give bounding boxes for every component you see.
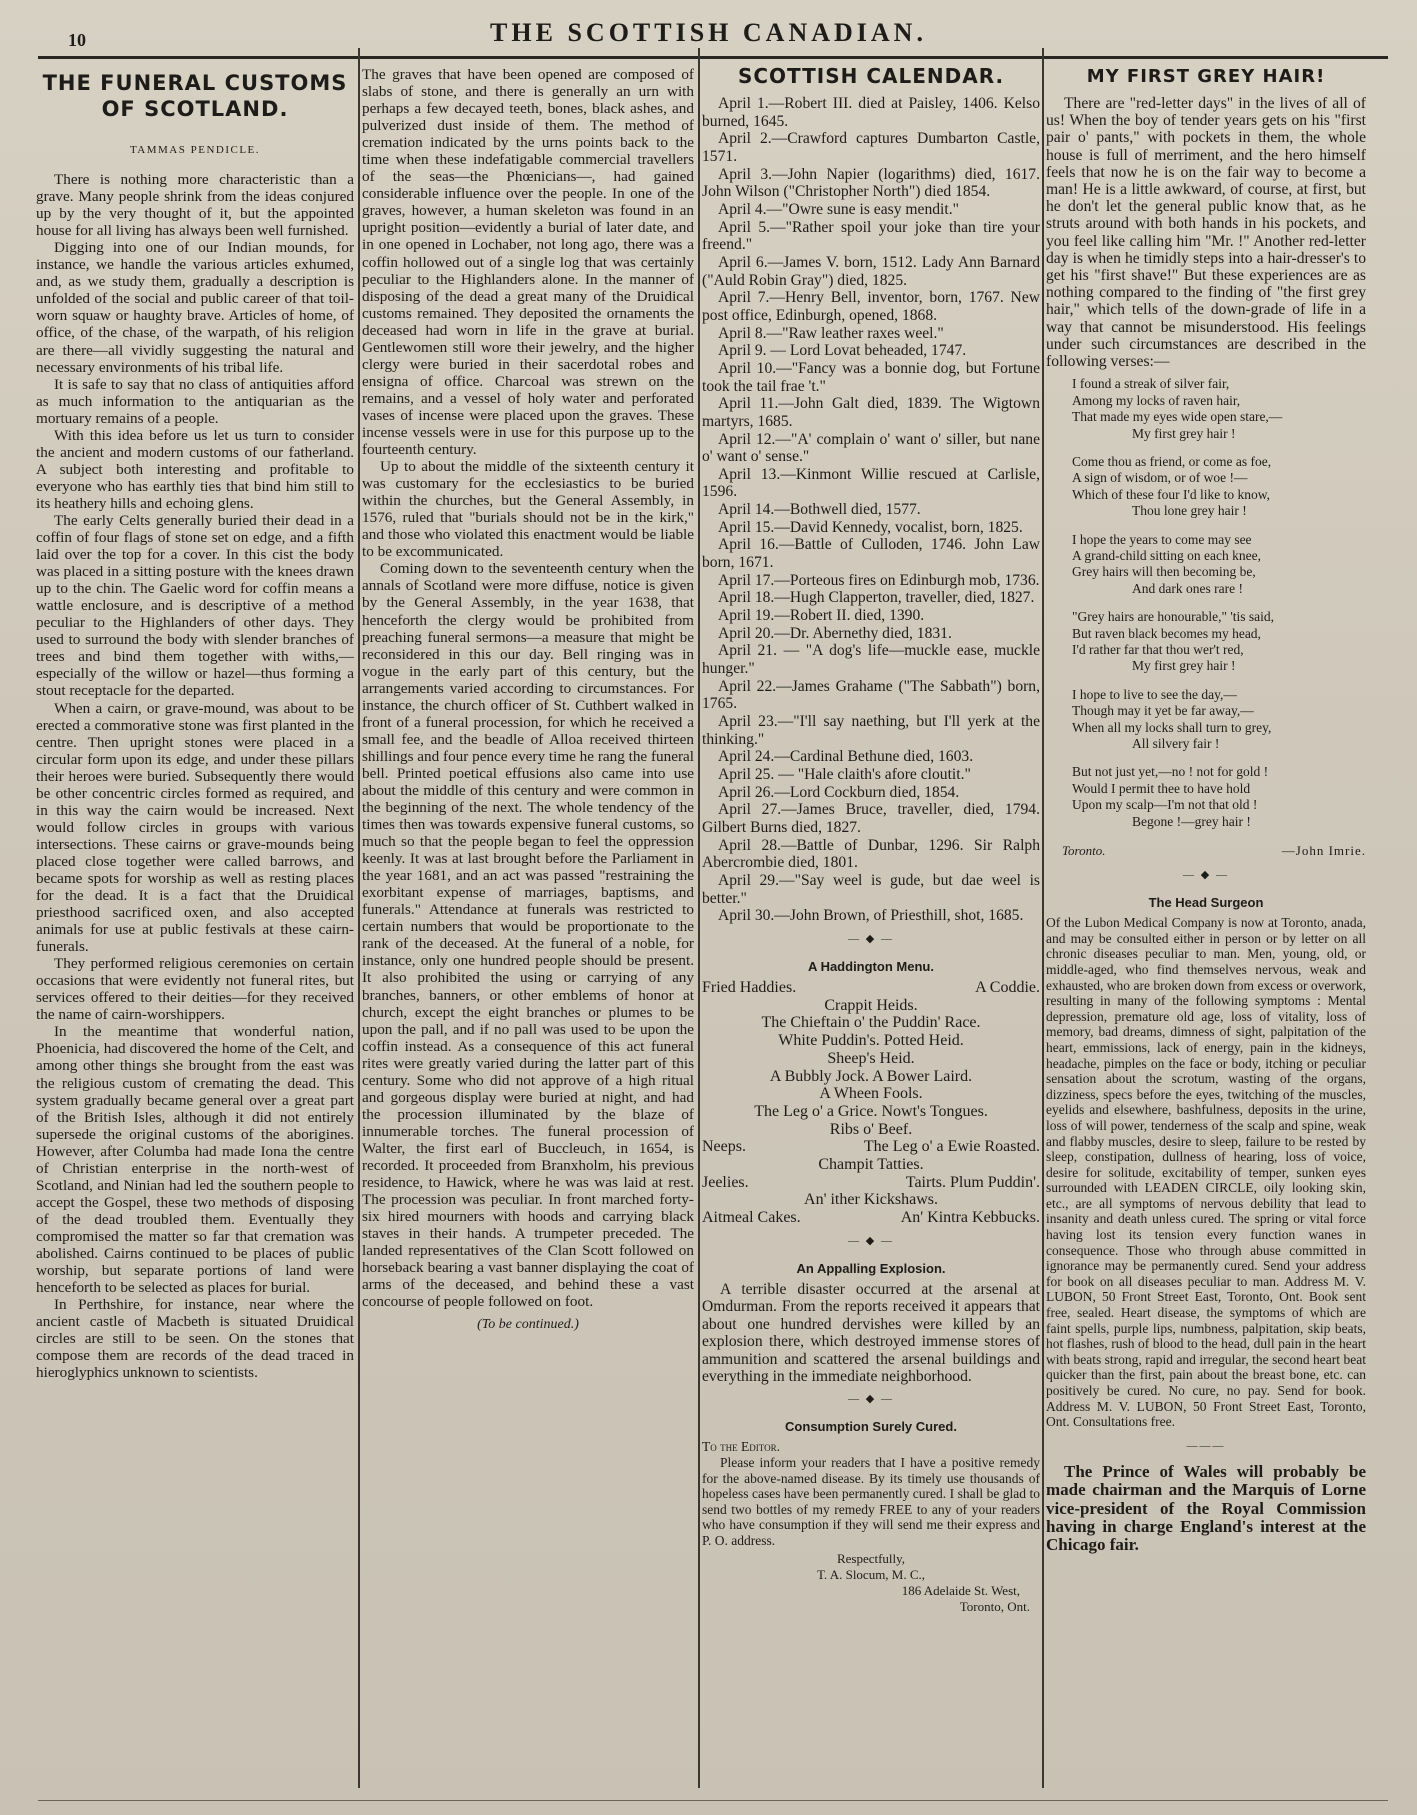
consumption-text: Please inform your readers that I have a positive remedy for the above-named disease. By its timely use thousands of hopeless cases have been permanently cured. I shall be glad to send two bottles of my remedy FREE to any of your readers who have consumption if they will send me their express and P. O. address. bbox=[702, 1455, 1040, 1549]
calendar-entry: April 28.—Battle of Dunbar, 1296. Sir Ralph Abercrombie died, 1801. bbox=[702, 836, 1040, 872]
to-be-continued: (To be continued.) bbox=[477, 1317, 579, 1333]
poem-line: Begone !—grey hair ! bbox=[1132, 813, 1251, 829]
poem-line: "Grey hairs are honourable," 'tis said, bbox=[1072, 609, 1275, 625]
menu-item-left: Fried Haddies. bbox=[702, 978, 797, 996]
menu-line bbox=[702, 979, 1040, 997]
calendar-entry: April 23.—"I'll say naething, but I'll yerk at the thinking." bbox=[702, 713, 1040, 748]
calendar-entry: April 11.—John Galt died, 1839. The Wigtown martyrs, 1685. bbox=[702, 395, 1040, 430]
poem-line: But raven black becomes my head, bbox=[1072, 625, 1261, 641]
menu-line bbox=[702, 1209, 1040, 1227]
article-paragraph: There is nothing more characteristic than a grave. Many people shrink from the ideas conjured up by the very thought of it, but the appointed house for all living has always been well furnished. bbox=[36, 171, 354, 240]
calendar-list bbox=[702, 95, 1040, 925]
calendar-entry: April 2.—Crawford captures Dumbarton Castle, 1571. bbox=[702, 130, 1040, 166]
section-divider: — ◆ — bbox=[848, 1234, 894, 1247]
column-1 bbox=[36, 66, 354, 1786]
poem-stanza bbox=[1072, 376, 1366, 442]
poem-line: I hope to live to see the day,— bbox=[1072, 686, 1237, 702]
section-divider: ——— bbox=[1186, 1439, 1226, 1452]
consumption-salutation: To the Editor. bbox=[702, 1439, 780, 1455]
explosion-text: A terrible disaster occurred at the arsenal at Omdurman. From the reports received it appears that about one hundred dervishes were killed by an explosion there, which destroyed immense stores of ammunition and scattered the arsenal buildings and everything in the immediate neighborhood. bbox=[702, 1280, 1040, 1385]
menu-item-left: Jeelies. bbox=[702, 1173, 749, 1191]
section-divider: — ◆ — bbox=[848, 1393, 894, 1406]
menu-line: Crappit Heids. bbox=[824, 996, 918, 1014]
column-4 bbox=[1046, 66, 1366, 1786]
article-byline: TAMMAS PENDICLE. bbox=[129, 144, 261, 156]
menu-line: White Puddin's. Potted Heid. bbox=[778, 1032, 964, 1050]
header-rule bbox=[38, 56, 1388, 59]
consumption-signature-block bbox=[702, 1551, 1040, 1615]
calendar-entry: April 15.—David Kennedy, vocalist, born, 1825. bbox=[718, 518, 1023, 536]
calendar-entry: April 18.—Hugh Clapperton, traveller, died, 1827. bbox=[718, 589, 1035, 607]
article-paragraph: Coming down to the seventeenth century when the annals of Scotland were more diffuse, notice is given by the General Assembly, in the year 1638, that henceforth the clergy would be prohibited from preaching funeral sermons—a measure that might be reconsidered in this our day. Bell ringing was in vogue in the early part of this century, but the arrangements varied according to circumstances. For instance, the church officer of St. Cuthbert walked in front of a funeral procession, for which he received a small fee, and the beadle of Alloa received thirteen shillings and four pence every time he rang the funeral bell. Printed poetical effusions also came into use about the middle of this century and were common in the beginning of the next. The whole tendency of the times then was towards expensive funeral customs, so much so that the people began to feel the oppression keenly. It was at last brought before the Parliament in the year 1681, and an act was passed "restraining the exorbitant expense of marriages, baptisms, and funerals." Attendance at funerals was restricted to certain numbers that would be proportionate to the rank of the deceased. At the funeral of a noble, for instance, only one hundred people should be present. It also prohibited the using or carrying of any branches, banners, or other emblems of honor at church, except the eight branches or plumes to be upon the pall, and if no pall was used to be upon the coffin instead. As a consequence of this act funeral rites were greatly varied during the latter part of this century. Some who did not approve of a high ritual and gorgeous display were buried at night, and had the procession illuminated by the blaze of innumerable torches. The funeral procession of Walter, the first earl of Buccleuch, in 1654, is recorded. It proceeded from Branxholm, his previous residence, to Hawick, where he was was laid at rest. The procession was peculiar. In front marched forty-six hired mourners with hoods and carrying black staves in their hands. A trumpeter preceded. The landed representatives of the Clan Scott followed on horseback bearing a vast banner displaying the coat of arms of the deceased, and behind these a vast concourse of people followed on foot. bbox=[362, 560, 694, 1311]
poem-line: Would I permit thee to have hold bbox=[1072, 780, 1251, 796]
poem-line: A grand-child sitting on each knee, bbox=[1072, 547, 1261, 563]
consumption-address: 186 Adelaide St. West, bbox=[901, 1582, 1020, 1598]
surgeon-title: The Head Surgeon bbox=[1148, 895, 1264, 911]
menu-line bbox=[702, 1138, 1040, 1156]
calendar-entry: April 30.—John Brown, of Priesthill, shot, 1685. bbox=[718, 907, 1024, 925]
article-paragraph: When a cairn, or grave-mound, was about to be erected a commorative stone was first planted in the centre. Then upright stones were placed in a circular form upon its edge, and under these pillars their heroes were buried. Subsequently there would be other concentric circles formed as required, and in this way the cairn would be increased. Next would follow circles in groups with various intersections. These cairns or grave-mounds being placed close together were called barrows, and became spots for worship as well as resting places for the dead. It is a fact that the Druidical priesthood sacrificed oxen, and also accepted animals for use at public festivals at these cairn-funerals. bbox=[36, 699, 354, 956]
calendar-entry: April 26.—Lord Cockburn died, 1854. bbox=[718, 783, 960, 801]
consumption-closing: Respectfully, bbox=[836, 1550, 906, 1566]
column-divider bbox=[358, 48, 360, 1788]
calendar-entry: April 17.—Porteous fires on Edinburgh mob, 1736. bbox=[718, 571, 1040, 589]
poem-place: Toronto. bbox=[1062, 843, 1106, 859]
page-number: 10 bbox=[68, 30, 86, 50]
consumption-city: Toronto, Ont. bbox=[959, 1598, 1030, 1614]
menu-item-right: An' Kintra Kebbucks. bbox=[900, 1209, 1040, 1227]
menu-line: Champit Tatties. bbox=[818, 1156, 924, 1174]
poem-line: Among my locks of raven hair, bbox=[1072, 392, 1241, 408]
bottom-rule bbox=[38, 1800, 1388, 1801]
article-paragraph: Digging into one of our Indian mounds, for instance, we handle the various articles exhumed, and, as we study them, gradually a description is unfolded of the social and public career of that toil-worn squaw or haughty brave. Articles of home, of office, of the chase, of the warpath, of his religion are there—all vividly suggesting the natural and necessary environments of his tribal life. bbox=[36, 239, 354, 376]
article-paragraph: The early Celts generally buried their dead in a coffin of four flags of stone set on edge, and a fifth laid over the top for a cover. In this cist the body was placed in a sitting posture with the knees drawn up to the chin. The Gaelic word for coffin means a wattle enclosure, and is descriptive of a method peculiar to the Highlanders of other days. They used to surround the body with slender branches of trees and bind them together with withs,—especially of the willow or hazel—thus forming a stout receptacle for the departed. bbox=[36, 511, 354, 700]
calendar-entry: April 13.—Kinmont Willie rescued at Carlisle, 1596. bbox=[702, 465, 1040, 501]
poem bbox=[1046, 376, 1366, 830]
poem-stanza bbox=[1072, 764, 1366, 830]
poem-line: My first grey hair ! bbox=[1132, 425, 1236, 441]
calendar-entry: April 12.—"A' complain o' want o' siller, but nane o' want o' sense." bbox=[702, 430, 1040, 466]
calendar-entry: April 27.—James Bruce, traveller, died, 1794. Gilbert Burns died, 1827. bbox=[702, 801, 1040, 836]
consumption-signature: T. A. Slocum, M. C., bbox=[816, 1566, 926, 1582]
masthead: THE SCOTTISH CANADIAN. bbox=[490, 18, 927, 47]
article-title: THE FUNERAL CUSTOMS OF SCOTLAND. bbox=[42, 71, 348, 121]
poem-line: All silvery fair ! bbox=[1132, 736, 1220, 752]
article-paragraph: Up to about the middle of the sixteenth century it was customary for the ecclesiastics to be buried within the churches, but the General Assembly, in 1576, ruled that "burials should not be in the kirk," and those who violated this enactment would be liable to be excommunicated. bbox=[362, 458, 694, 561]
menu-title: A Haddington Menu. bbox=[808, 958, 934, 974]
menu-line: Ribs o' Beef. bbox=[829, 1120, 913, 1138]
poem-stanza bbox=[1072, 454, 1366, 520]
section-divider: — ◆ — bbox=[1183, 869, 1229, 882]
menu-item-right: The Leg o' a Ewie Roasted. bbox=[863, 1138, 1040, 1156]
poem-line: Grey hairs will then becoming be, bbox=[1072, 564, 1256, 580]
poem-line: Thou lone grey hair ! bbox=[1132, 503, 1247, 519]
page-header bbox=[0, 18, 1417, 58]
article-paragraph: In Perthshire, for instance, near where the ancient castle of Macbeth is situated Druidical circles are still to be seen. On the stones that compose them are records of the dead traced in hieroglyphics unknown to scientists. bbox=[36, 1296, 354, 1382]
calendar-entry: April 6.—James V. born, 1512. Lady Ann Barnard ("Auld Robin Gray") died, 1825. bbox=[702, 253, 1040, 289]
article-paragraph: With this idea before us let us turn to consider the ancient and modern customs of our fatherland. A subject both interesting and profitable to everyone who has earthly ties that bind him still to its heathery hills and echoing glens. bbox=[36, 426, 354, 512]
column-2 bbox=[362, 66, 694, 1786]
calendar-entry: April 29.—"Say weel is gude, but dae weel is better." bbox=[702, 871, 1040, 907]
calendar-entry: April 1.—Robert III. died at Paisley, 1406. Kelso burned, 1645. bbox=[702, 95, 1040, 130]
grey-hair-title: MY FIRST GREY HAIR! bbox=[1086, 66, 1326, 87]
calendar-entry: April 4.—"Owre sune is easy mendit." bbox=[718, 200, 959, 218]
grey-hair-intro: There are "red-letter days" in the lives of all of us! When the boy of tender years gets on his "first pair o' pants," with pockets in them, the whole house is full of merriment, and the hero himself feels that now he is on the fair way to become a man! He is a little awkward, of course, at first, but he don't let the general public know that, as he struts around with both hands in his pockets, and you feel like calling him "Mr. !" Another red-letter day is when he timidly steps into a hair-dresser's to get his "first shave!" But these experiences are as nothing compared to the finding of "the first grey hair," which tells of the down-grade of life in a way that cannot be misunderstood. His feelings under such circumstances are described in the following verses:— bbox=[1046, 95, 1366, 371]
poem-line: I found a streak of silver fair, bbox=[1072, 376, 1230, 392]
prince-note: The Prince of Wales will probably be made chairman and the Marquis of Lorne vice-president of the Royal Commission having in charge England's interest at the Chicago fair. bbox=[1046, 1461, 1366, 1555]
poem-line: That made my eyes wide open stare,— bbox=[1072, 409, 1283, 425]
menu-line: An' ither Kickshaws. bbox=[804, 1191, 938, 1209]
article-paragraph: It is safe to say that no class of antiquities afford as much information to the antiquarian as the mortuary remains of a people. bbox=[36, 375, 354, 427]
poem-signature bbox=[1062, 842, 1366, 859]
menu-line: A Wheen Fools. bbox=[819, 1085, 923, 1103]
poem-line: Though may it yet be far away,— bbox=[1072, 703, 1254, 719]
menu-line: The Leg o' a Grice. Nowt's Tongues. bbox=[754, 1102, 988, 1120]
section-divider: — ◆ — bbox=[848, 932, 894, 945]
calendar-entry: April 10.—"Fancy was a bonnie dog, but Fortune took the tail frae 't." bbox=[702, 359, 1040, 395]
calendar-entry: April 14.—Bothwell died, 1577. bbox=[718, 501, 921, 519]
calendar-entry: April 22.—James Grahame ("The Sabbath") born, 1765. bbox=[702, 677, 1040, 713]
calendar-entry: April 25. — "Hale claith's afore cloutit." bbox=[718, 765, 971, 783]
poem-line: My first grey hair ! bbox=[1132, 658, 1236, 674]
surgeon-text: Of the Lubon Medical Company is now at Toronto, anada, and may be consulted either in person or by letter on all chronic diseases peculiar to man. Men, young, old, or middle-aged, who find themselves nervous, weak and exhausted, who are broken down from excess or overwork, resulting in many of the following symptoms : Mental depression, premature old age, loss of vitality, loss of memory, bad dreams, dimness of sight, palpitation of the heart, emmissions, lack of energy, pain in the kidneys, headache, pimples on the face or body, itching or peculiar sensation about the scrotum, wasting of the organs, dizziness, specs before the eyes, twitching of the muscles, eyelids and elsewhere, bashfulness, deposits in the urine, loss of will power, tenderness of the scalp and spine, weak and flabby muscles, desire to sleep, failure to be rested by sleep, constipation, dullness of hearing, loss of voice, desire for solitude, excitability of temper, sunken eyes surrounded with LEADEN CIRCLE, oily looking skin, etc., are all symptoms of nervous debility that lead to insanity and death unless cured. The spring or vital force having lost its tension every function wanes in consequence. Those who through abuse committed in ignorance may be permanently cured. Send your address for book on all diseases peculiar to man. Address M. V. LUBON, 50 Front Street East, Toronto, Ont. Book sent free, sealed. Heart disease, the symptoms of which are faint spells, purple lips, numbness, palpitation, skip beats, hot flashes, rush of blood to the head, dull pain in the heart with beats strong, rapid and irregular, the second heart beat quicker than the first, pain about the breast bone, etc. can positively be cured. No cure, no pay. Send for book. Address M. V. LUBON, 50 Front Street East, Toronto, Ont. Consultations free. bbox=[1046, 915, 1366, 1430]
poem-line: Come thou as friend, or come as foe, bbox=[1072, 453, 1272, 469]
article-paragraph: The graves that have been opened are composed of slabs of stone, and there is generally an urn with perhaps a few decayed teeth, bones, black ashes, and pulverized dust inside of them. The method of cremation indicated by the urns points back to the time when these indefatigable commercial travellers of the seas—the Phœnicians—, had gained considerable influence over the people. In one of the graves, however, a human skeleton was found in an upright position—evidently a burial of later date, and in one opened in Lochaber, not long ago, there was a coffin hollowed out of a single log that was certainly peculiar to the Highlanders alone. In the manner of disposing of the dead a great many of the Druidical customs remained. They deposited the ornaments the deceased had worn in life in the grave at burial. Gentlewomen still wore their jewelry, and the higher clergy were buried in their sacerdotal robes and ensigna of office. Charcoal was strewn on the remains, and a vessel of holy water and perforated vases of incense were placed upon the graves. These incense vessels were in use for this purpose up to the fourteenth century. bbox=[362, 66, 694, 459]
calendar-entry: April 19.—Robert II. died, 1390. bbox=[718, 607, 925, 625]
calendar-entry: April 24.—Cardinal Bethune died, 1603. bbox=[718, 748, 974, 766]
poem-author: —John Imrie. bbox=[1281, 843, 1366, 859]
consumption-title: Consumption Surely Cured. bbox=[785, 1419, 957, 1435]
poem-stanza bbox=[1072, 687, 1366, 753]
menu-line: The Chieftain o' the Puddin' Race. bbox=[761, 1014, 981, 1032]
poem-line: I hope the years to come may see bbox=[1072, 531, 1252, 547]
calendar-entry: April 3.—John Napier (logarithms) died, 1617. John Wilson ("Christopher North") died 1854. bbox=[702, 165, 1040, 201]
calendar-entry: April 5.—"Rather spoil your joke than tire your freend." bbox=[702, 218, 1040, 254]
explosion-title: An Appalling Explosion. bbox=[796, 1260, 946, 1276]
menu-list bbox=[702, 979, 1040, 1227]
column-divider bbox=[1042, 48, 1044, 1788]
calendar-entry: April 9. — Lord Lovat beheaded, 1747. bbox=[718, 342, 967, 360]
menu-item-left: Aitmeal Cakes. bbox=[702, 1209, 801, 1227]
poem-line: A sign of wisdom, or of woe !— bbox=[1072, 470, 1248, 486]
poem-line: Upon my scalp—I'm not that old ! bbox=[1072, 797, 1258, 813]
poem-line: And dark ones rare ! bbox=[1132, 580, 1243, 596]
poem-line: But not just yet,—no ! not for gold ! bbox=[1072, 764, 1269, 780]
poem-line: When all my locks shall turn to grey, bbox=[1072, 719, 1272, 735]
menu-line: Sheep's Heid. bbox=[827, 1049, 915, 1067]
calendar-entry: April 7.—Henry Bell, inventor, born, 1767. New post office, Edinburgh, opened, 1868. bbox=[702, 289, 1040, 324]
menu-item-right: Tairts. Plum Puddin'. bbox=[905, 1173, 1040, 1191]
menu-item-left: Neeps. bbox=[702, 1138, 746, 1156]
calendar-entry: April 8.—"Raw leather raxes weel." bbox=[718, 324, 944, 342]
poem-line: Which of these four I'd like to know, bbox=[1072, 486, 1271, 502]
poem-line: I'd rather far that thou wer't red, bbox=[1072, 641, 1244, 657]
poem-stanza bbox=[1072, 609, 1366, 675]
column-3 bbox=[702, 66, 1040, 1786]
article-paragraph: In the meantime that wonderful nation, Phoenicia, had discovered the home of the Celt, and among other things she brought from the east was the religious custom of cremating the dead. This system gradually became general over a great part of the British Isles, although it did not entirely supersede the original customs of the aborigines. However, after Columba had made Iona the centre of Christian enterprise in the north-west of Scotland, and Ninian had led the southern people to accept the Gospel, these two methods of disposing of the dead troubled them. Eventually they compromised the matter so far that cremation was abolished. Cairns continued to be places of public worship, but separate portions of land were henceforth to be selected as places for burial. bbox=[36, 1023, 354, 1297]
column-divider bbox=[698, 48, 700, 1788]
calendar-title: SCOTTISH CALENDAR. bbox=[737, 66, 1005, 88]
poem-stanza bbox=[1072, 532, 1366, 598]
article-paragraph: They performed religious ceremonies on certain occasions that were evidently not funeral rites, but services offered to their deities—for they received the name of cairn-worshippers. bbox=[36, 955, 354, 1024]
calendar-entry: April 21. — "A dog's life—muckle ease, muckle hunger." bbox=[702, 642, 1040, 678]
calendar-entry: April 20.—Dr. Abernethy died, 1831. bbox=[718, 624, 952, 642]
menu-line bbox=[702, 1174, 1040, 1192]
menu-line: A Bubbly Jock. A Bower Laird. bbox=[769, 1067, 973, 1085]
menu-item-right: A Coddie. bbox=[975, 978, 1040, 996]
calendar-entry: April 16.—Battle of Culloden, 1746. John Law born, 1671. bbox=[702, 536, 1040, 572]
